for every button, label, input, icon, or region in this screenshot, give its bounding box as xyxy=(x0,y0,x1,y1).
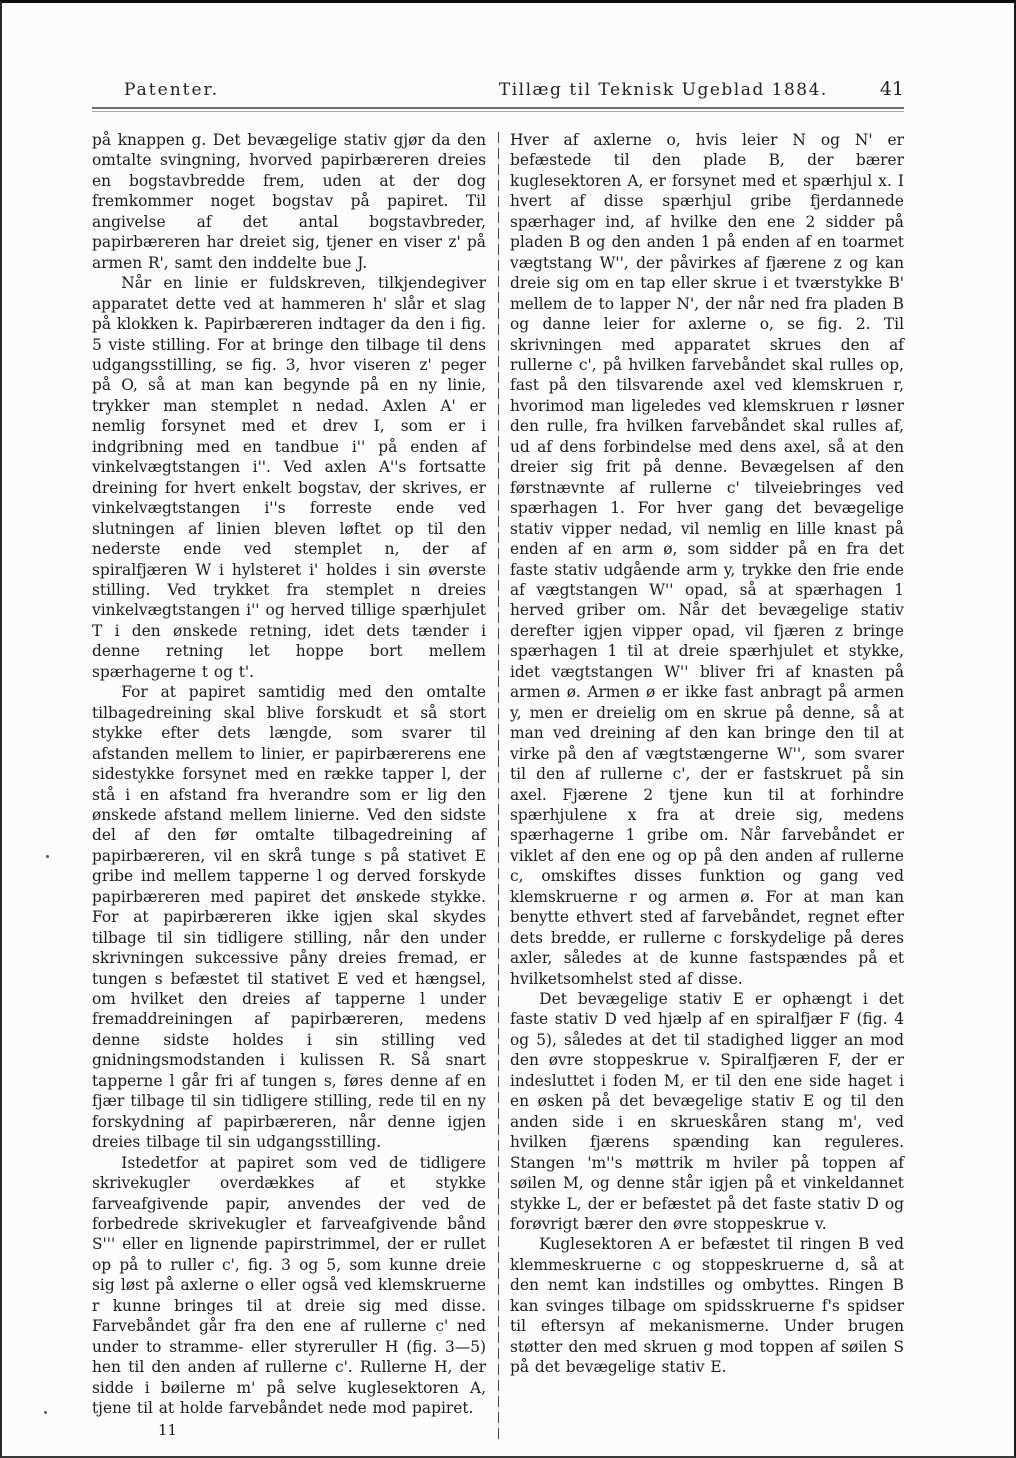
left-column xyxy=(92,130,486,1440)
paragraph: For at papiret samtidig med den omtalte tilbagedreining skal blive forskudt et så stort stykke efter dets længde, som svarer til afstanden mellem to linier, er papirbærerens ene sidestykke forsynet med en række tapper l, der stå i en afstand fra hverandre som er lig den ønskede afstand mellem linierne. Ved den sidste del af den før omtalte tilbagedreining af papirbæreren, vil en skrå tunge s på stativet E gribe ind mellem tapperne l og derved forskyde papirbæreren med papiret det ønskede stykke. For at papirbæreren ikke igjen skal skydes tilbage til sin tidligere stilling, når den under skrivningen sukcessive påny dreies fremad, er tungen s befæstet til stativet E ved et hængsel, om hvilket den dreies af tapperne l under fremaddreiningen af papirbæreren, medens denne sidste holdes i sin stilling ved gnidningsmodstanden i kulissen R. Så snart tapperne l går fri af tungen s, føres denne af en fjær tilbage til sin tidligere stilling, rede til en ny forskydning af papirbæreren, når denne igjen dreies tilbage til sin udgangsstilling. xyxy=(92,683,486,1152)
page-header xyxy=(92,78,904,100)
scanned-page xyxy=(92,78,904,1440)
paragraph: Istedetfor at papiret som ved de tidligere skrivekugler overdækkes af et stykke farveafgivende papir, anvendes der ved de forbedrede skrivekugler et farveafgivende bånd S''' eller en lignende papirstrimmel, der er rullet op på to ruller c', fig. 3 og 5, som kunne dreie sig løst på axlerne o eller også ved klemskruerne r kunne bringes til at dreie sig med disse. Farvebåndet går fra den ene af rullerne c' ned under to stramme- eller styreruller H (fig. 3—5) hen til den anden af rullerne c'. Rullerne H, der sidde i bøilerne m' på selve kuglesektoren A, tjene til at holde farvebåndet nede mod papiret. xyxy=(92,1153,486,1418)
section-title: Patenter. xyxy=(124,80,220,100)
paragraph: Når en linie er fuldskreven, tilkjendegiver apparatet dette ved at hammeren h' slår et slag på klokken k. Papirbæreren indtager da den i fig. 5 viste stilling. For at bringe den tilbage til dens udgangsstilling, se fig. 3, hvor viseren z' peger på O, så at man kan begynde på en ny linie, trykker man stemplet n nedad. Axlen A' er nemlig forsynet med et drev I, som er i indgribning med en tandbue i'' på enden af vinkelvægtstangen i''. Ved axlen A''s fortsatte dreining for hvert enkelt bogstav, der skrives, er vinkelvægtstangen i''s forreste ende ved slutningen af linien bleven løftet op til den nederste ende ved stemplet n, der af spiralfjæren W i hylsteret i' holdes i sin øverste stilling. Ved trykket fra stemplet n dreies vinkelvægtstangen i'' og herved tillige spærhjulet T i den ønskede retning, idet dets tænder i denne retning let hoppe bort mellem spærhagerne t og t'. xyxy=(92,274,486,681)
journal-title: Tillæg til Teknisk Ugeblad 1884. xyxy=(498,80,828,100)
paragraph: Hver af axlerne o, hvis leier N og N' er befæstede til den plade B, der bærer kuglesektoren A, er forsynet med et spærhjul x. I hvert af disse spærhjul gribe fjerdannede spærhager ind, af hvilke den ene 2 sidder på pladen B og den anden 1 på enden af en toarmet vægtstang W'', der påvirkes af fjærene z og kan dreie sig om en tap eller skrue i et tværstykke B' mellem de to lapper N', der når ned fra pladen B og danne leier for axlerne o, se fig. 2. Til skrivningen med apparatet skrues den af rullerne c', på hvilken farvebåndet skal rulles op, fast på den tilsvarende axel ved klemskruen r, hvorimod man ligeledes ved klemskruen r løsner den rulle, fra hvilken farvebåndet skal rulles af, ud af dens forbindelse med dens axel, så at den dreier sig frit på denne. Bevægelsen af den førstnævnte af rullerne c' tilveiebringes ved spærhagen 1. For hver gang det bevægelige stativ vipper nedad, vil nemlig en lille knast på enden af en arm ø, som sidder på en fra det faste stativ udgående arm y, trykke den frie ende af vægtstangen W'' opad, så at spærhagen 1 herved griber om. Når det bevægelige stativ derefter igjen vipper opad, vil fjæren z bringe spærhagen 1 til at dreie spærhjulet et stykke, idet vægtstangen W'' bliver fri af knasten på armen ø. Armen ø er ikke fast anbragt på armen y, men er dreielig om en skrue på denne, så at man ved dreining af den kan bringe den til at virke på den af vægtstængerne W'', som svarer til den af rullerne c', der er fastskruet på sin axel. Fjærene 2 tjene kun til at forhindre spærhjulene x fra at dreie sig, medens spærhagerne 1 gribe om. Når farvebåndet er viklet af den ene og op på den anden af rullerne c, omskiftes disses funktion og gang ved klemskruerne r og armen ø. For at man kan benytte ethvert sted af farvebåndet, regnet efter dets bredde, er rullerne c forskydelige på deres axler, således at de kunne fastspændes på et hvilketsomhelst sted af disse. xyxy=(510,131,904,988)
right-column xyxy=(510,130,904,1440)
scan-speck xyxy=(46,855,49,858)
paragraph: Det bevægelige stativ E er ophængt i det faste stativ D ved hjælp af en spiralfjær F (fig. 4 og 5), således at det til stadighed ligger an mod den øvre stoppeskrue v. Spiralfjæren F, der er indesluttet i foden M, er til den ene side haget i en øsken på det bevægelige stativ E og til den anden side i en skrueskåren stang m', ved hvilken fjærens spænding kan reguleres. Stangen 'm''s møttrik m hviler på toppen af søilen M, og denne står igjen på et vinkeldannet stykke L, der er befæstet på det faste stativ D og forøvrigt bærer den øvre stoppeskrue v. xyxy=(510,990,904,1234)
paragraph: på knappen g. Det bevægelige stativ gjør da den omtalte svingning, hvorved papirbæreren dreies en bogstavbredde frem, uden at der dog fremkommer noget bogstav på papiret. Til angivelse af det antal bogstavbreder, papirbæreren har dreiet sig, tjener en viser z' på armen R', samt den inddelte bue J. xyxy=(92,131,486,272)
paragraph: Kuglesektoren A er befæstet til ringen B ved klemmeskruerne c og stoppeskruerne d, så at den nemt kan indstilles og ombyttes. Ringen B kan svinges tilbage om spidsskruerne f's spidser til eftersyn af mekanismerne. Under brugen støtter den med skruen g mod toppen af søilen S på det bevægelige stativ E. xyxy=(510,1235,904,1377)
page-number: 41 xyxy=(879,78,904,100)
scan-speck xyxy=(44,1411,47,1414)
header-rule xyxy=(92,107,904,112)
column-divider-rule xyxy=(498,132,499,1440)
signature-mark: 11 xyxy=(158,1420,178,1439)
text-columns xyxy=(92,130,904,1440)
